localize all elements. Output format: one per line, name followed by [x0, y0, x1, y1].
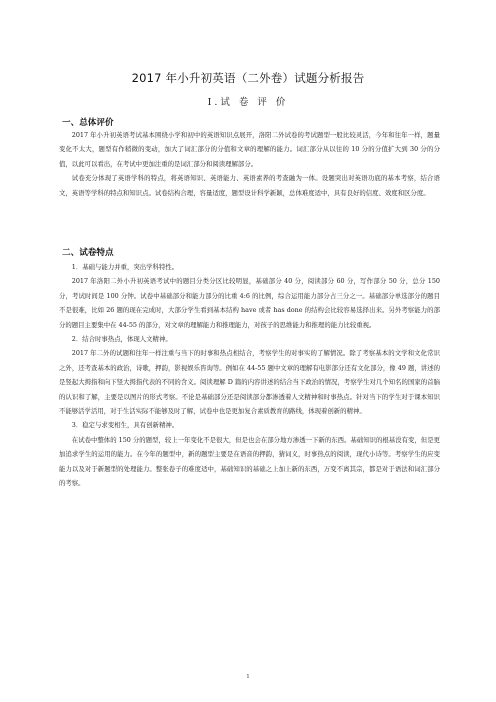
paragraph: 试卷充分体现了英语学科的特点，将英语知识、英语能力、英语素养的考查融为一体。设题突出对英语功底的基本考察，结合语文，英语等学科的特点和知识点。试卷结构合理，容量适度，题型设计科学新颖，总体难度适中，具有良好的信度、效度和区分度。: [59, 174, 440, 197]
paragraph: 2017 年洛阳二外小升初英语考试中的题目分类分区比较明显，基础部分 40 分，阅读部分 60 分，写作部分 50 分，总分 150 分，考试时间是 100 分钟。试卷中基础部分和能力部分的比重 4:6 的比例，综合运用能力部分占三分之一。基础部分单选部分的题目不是很难，比如 26 题的现在完成时，大部分学生看到基本结构 have 或者 has done 的结构会比较容易选择出来。另外考察能力的部分的题目主要集中在 44-55 的部分，对文章的理解能力和推理能力，对孩子的思维能力和推理的能力比较重视。: [59, 277, 440, 329]
paragraph: 在试卷中整体的 150 分的题型，较上一年变化不是很大，但是也会在部分地方渗透一下新的东西。基础知识的根基没有变，但是更加追求学生的运用的能力。在今年的题型中，新的题型主要是在语音的押韵，猜词义，时事热点的阅读，现代小诗等。考察学生的应变能力以及对于新题型的处理能力。整张卷子的难度适中，基础知识的基础之上加上新的东西，万变不离其宗，都是对于语法和词汇部分的考察。: [59, 435, 440, 488]
paragraph: 2017 年二外的试题和往年一样注重与当下的时事和热点相结合，考察学生的对事实的了解情况。除了考察基本的文学和文化常识之外，还考查基本的政治，诗歌，押韵，影视娱乐咨询等。例如在 44-55 题中文章的理解有电影部分还有文化部分，像 49 题，讲述的是竖起大拇指和向下竖大拇指代表的不同的含义。阅读理解 D 篇的内容讲述的结合当下政治的情况，考察学生对几个知名的国家的首脑的认识和了解，主要是以图片的形式考察。不论是基础部分还是阅读部分都渗透着人文精神和时事热点。针对当下的学生对于课本知识不能够活学活用，对于生活实际不能够及时了解，试卷中也是更加复合素质教育的路线，体现着创新的精神。: [59, 349, 440, 416]
paragraph-point-heading: 3．稳定与求变相生，具有创新精神。: [71, 421, 179, 430]
section-heading-overall: 一、总体评价: [62, 118, 114, 128]
section-body-overall: [59, 128, 440, 200]
section-heading-features: 二、试卷特点: [62, 248, 114, 258]
paragraph-point-heading: 2．结合时事热点，体现人文精神。: [71, 335, 172, 344]
section-body-features: [59, 260, 440, 491]
page-number: 1: [246, 674, 250, 680]
document-title: 2017 年小升初英语（二外卷）试题分析报告: [131, 71, 365, 85]
paragraph-point-heading: 1．基础与能力并重，突出学科特性。: [71, 263, 179, 271]
paragraph: 2017 年小升初英语考试基本围绕小学和初中的英语知识点展开，洛阳二外试卷的考试题型一般比较灵活，今年和往年一样，题量变化不太大，题型有作稍微的变动，加大了词汇部分的分值和文章的理解的能力。词汇部分从以往的 10 分的分值扩大到 30 分的分值，以此可以看出，在考试中更加注重的是词汇部分和阅读理解部分。: [59, 131, 440, 168]
document-subtitle: Ⅰ.试 卷 评 价: [207, 97, 289, 108]
